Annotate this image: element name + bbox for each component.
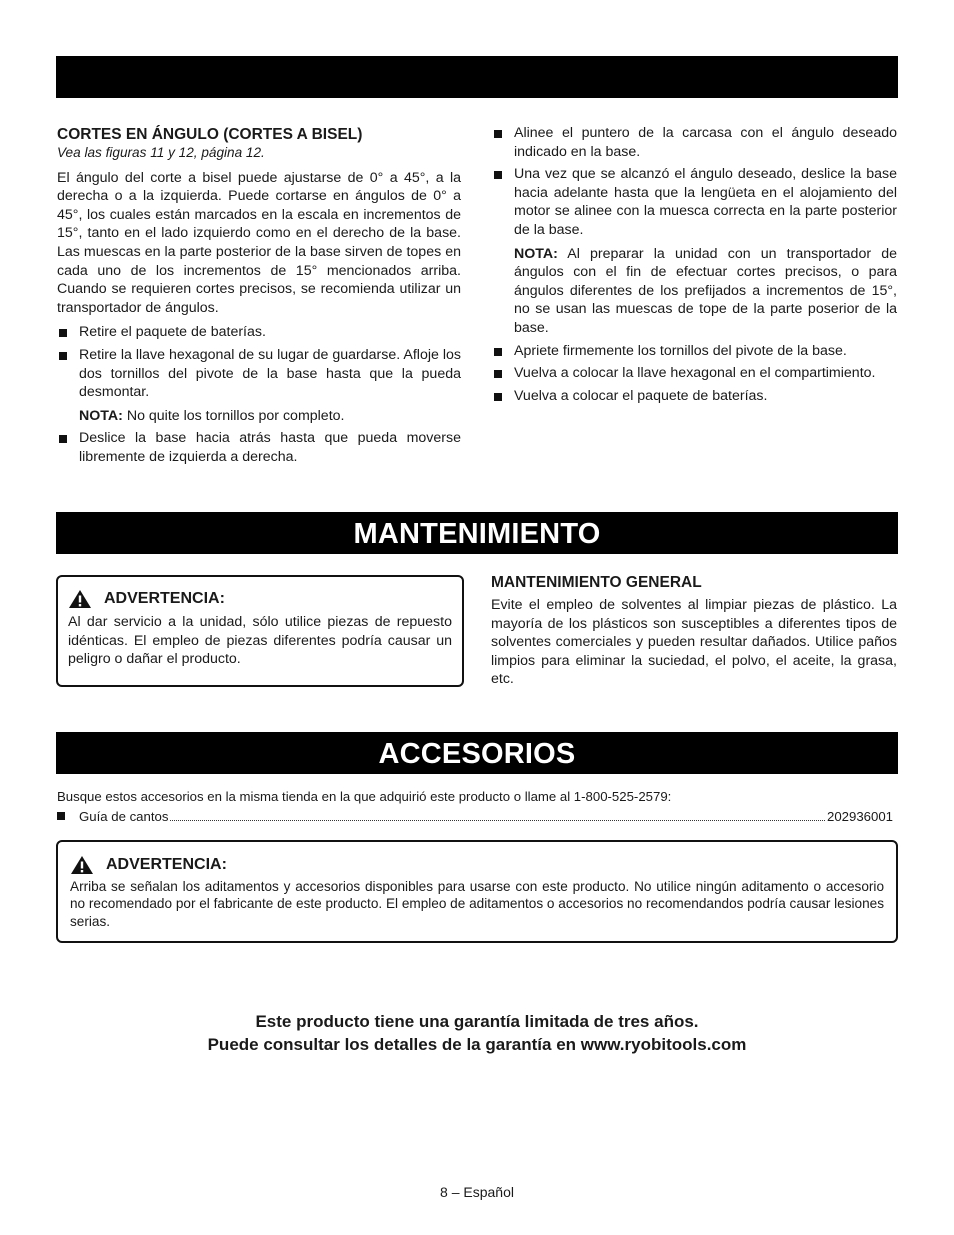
accessory-part-number: 202936001	[826, 809, 893, 824]
warning-text: Al dar servicio a la unidad, sólo utilice piezas de repuesto idénticas. El empleo de piezas diferentes podría causar un peligro o dañar el producto.	[68, 614, 452, 668]
accessories-title-bar: ACCESORIOS	[56, 732, 898, 774]
list-item: Retire la llave hexagonal de su lugar de guardarse. Afloje los dos tornillos del pivote de la base hasta que la pueda desmontar.	[57, 346, 461, 402]
warning-header	[68, 589, 452, 609]
intro-paragraph: El ángulo del corte a bisel puede ajustarse de 0° a 45°, a la derecha o a la izquierda. Puede cortarse en ángulos de 0° a 45°, los cuales están marcados en la escala en incrementos de 15°, tanto en el lado izquierdo como en el derecho de la base. Las muescas en la parte posterior de la base sirven de topes en cada uno de los incrementos de 15° mencionados arriba. Cuando se requieren cortes precisos, se recomienda utilizar un transportador de ángulos.	[57, 169, 461, 316]
warranty-notice	[56, 1010, 898, 1056]
accessory-row	[57, 809, 893, 824]
warranty-line-1: Este producto tiene una garantía limitada de tres años.	[255, 1012, 699, 1031]
page-number: 8 – Español	[440, 1184, 514, 1200]
list-item: Apriete firmemente los tornillos del pivote de la base.	[492, 342, 897, 361]
top-header-bar	[56, 56, 898, 98]
accessories-intro: Busque estos accesorios en la misma tienda en la que adquirió este producto o llame al 1-800-525-2579:	[57, 789, 672, 804]
list-item: Una vez que se alcanzó el ángulo deseado, deslice la base hacia adelante hasta que la lengüeta en el alojamiento del motor se alinee con la muesca correcta en la parte posterior de la base.	[492, 165, 897, 239]
accessories-warning-box	[56, 840, 898, 943]
note-label: NOTA:	[79, 407, 123, 424]
warranty-line-2: Puede consultar los detalles de la garantía en www.ryobitools.com	[207, 1035, 747, 1054]
warning-text: Arriba se señalan los aditamentos y accesorios disponibles para usarse con este producto. No utilice ningún aditamento o accesorio no recomendado por el fabricante de este producto. El empleo de aditamentos o accesorios no recomendandos podría causar lesiones serias.	[70, 879, 884, 929]
general-maintenance-text: Evite el empleo de solventes al limpiar piezas de plástico. La mayoría de los plásticos son susceptibles a diferentes tipos de solventes comerciales y pueden resultar dañados. Utilice paños limpios para eliminar la suciedad, el polvo, el aceite, la grasa, etc.	[491, 597, 897, 688]
accessory-name: Guía de cantos	[79, 809, 169, 824]
general-maintenance-heading: MANTENIMIENTO GENERAL	[491, 574, 702, 591]
general-maintenance-section	[491, 573, 897, 689]
maintenance-warning-box	[56, 575, 464, 687]
list-item: Vuelva a colocar el paquete de baterías.	[492, 387, 897, 406]
warning-triangle-icon	[70, 855, 94, 875]
warning-header	[70, 855, 884, 875]
bullet-square	[57, 812, 65, 820]
warning-triangle-icon	[68, 589, 92, 609]
note	[492, 245, 897, 338]
list-item: Retire el paquete de baterías.	[57, 323, 461, 342]
bevel-cuts-section	[57, 125, 461, 467]
note-text: No quite los tornillos por completo.	[122, 407, 345, 424]
note-label: NOTA:	[514, 245, 558, 262]
warning-label: ADVERTENCIA:	[104, 590, 225, 607]
list-item: Vuelva a colocar la llave hexagonal en el compartimiento.	[492, 364, 897, 383]
maintenance-title-bar: MANTENIMIENTO	[56, 512, 898, 554]
warning-label: ADVERTENCIA:	[106, 856, 227, 873]
note	[57, 407, 461, 426]
section-heading: CORTES EN ÁNGULO (CORTES A BISEL)	[57, 126, 363, 143]
note-text: Al preparar la unidad con un transportador de ángulos con el fin de efectuar cortes precisos, o para ángulos diferentes de los prefijados a incrementos de 15°, no se usan las muescas de tope de la parte poserior de la base.	[514, 245, 897, 336]
list-item: Alinee el puntero de la carcasa con el ángulo deseado indicado en la base.	[492, 124, 897, 161]
list-item: Deslice la base hacia atrás hasta que pueda moverse libremente de izquierda a derecha.	[57, 429, 461, 466]
bevel-steps-column	[492, 124, 897, 405]
dot-leader	[170, 820, 825, 821]
figure-reference: Vea las figuras 11 y 12, página 12.	[57, 145, 265, 160]
